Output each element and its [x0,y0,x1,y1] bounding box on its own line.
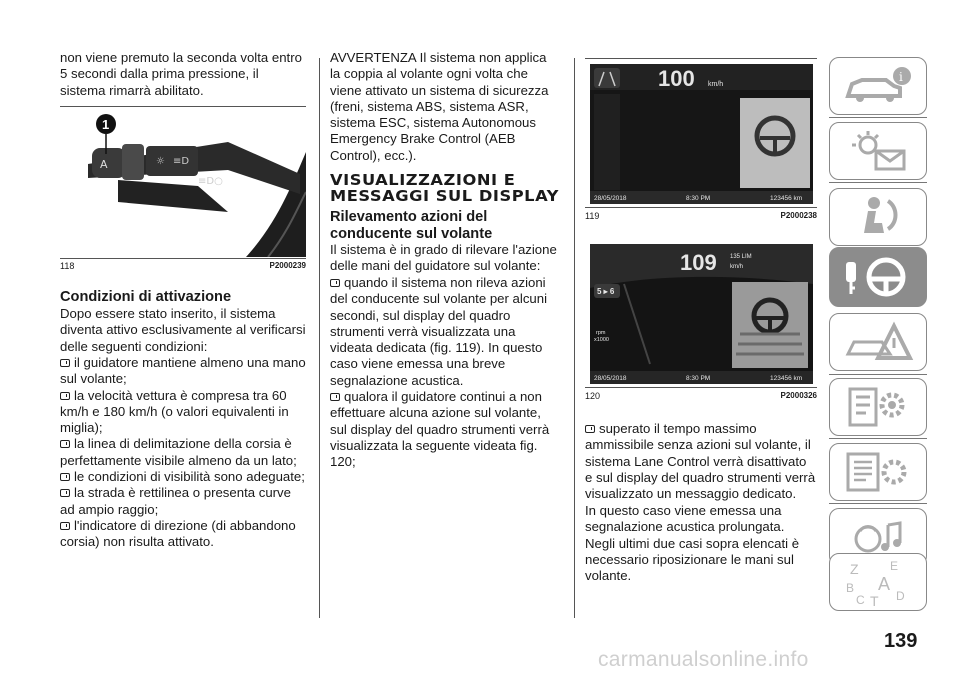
conditions-intro: Dopo essere stato inserito, il sistema diventa attivo esclusivamente al verificarsi delle seguenti condizioni: [60,306,306,354]
checkbox-bullet-icon [330,279,340,287]
chapter-tab-vehicle-info[interactable] [829,57,927,115]
figure-number: 120 [585,390,601,401]
svg-text:1: 1 [102,117,110,132]
chapter-tab-technical-data[interactable] [829,443,927,501]
sidebar-separator [829,503,927,504]
display-time: 8:30 PM [686,375,711,382]
checkbox-bullet-icon [60,489,70,497]
lane-assist-icon [594,68,620,88]
list-item: superato il tempo massimo ammissibile senza azioni sul volante, il sistema Lane Control verrà disattivato e sul display del quadro strumenti verrà visualizzato un messaggio dedicato. [585,421,816,502]
section-heading: Condizioni di attivazione [60,289,232,305]
svg-text:≡D: ≡D [173,156,190,167]
chapter-tab-starting-driving[interactable] [829,247,927,307]
checkbox-bullet-icon [60,473,70,481]
figure-120-display [590,244,813,384]
checkbox-bullet-icon [60,359,70,367]
checkbox-bullet-icon [330,393,340,401]
dashboard-lights-icon [838,127,918,175]
display-date: 28/05/2018 [594,375,627,382]
svg-text:A: A [878,574,891,594]
warning-paragraph: AVVERTENZA Il sistema non applica la coppia al volante ogni volta che viene attivato un sistema di sicurezza (freni, sistema ABS, sistema ASR, sistema ESC, sistema Autonomous Emergency Brake Control (AEB Control), ecc.). [330,50,549,163]
list-item: il guidatore mantiene almeno una mano sul volante; [60,355,306,387]
key-steering-wheel-icon [838,252,918,302]
figure-120-caption [585,390,817,402]
chapter-tab-maintenance[interactable] [829,378,927,436]
section-title: VISUALIZZAZIONI E MESSAGGI SUL DISPLAY [330,171,559,205]
list-item: l'indicatore di direzione (di abbandono corsia) non risulta attivato. [60,517,296,550]
display-time: 8:30 PM [686,195,711,202]
list-item: quando il sistema non rileva azioni del conducente sul volante per alcuni secondi, sul display del quadro strumenti verrà visualizzata una videata dedicata (fig. 119). In questo caso viene emessa una breve segnalazione acustica. [330,275,548,388]
checkbox-bullet-icon [60,392,70,400]
display-odometer: 123456 km [770,195,803,202]
chapter-tab-safety[interactable] [829,188,927,246]
chapter-tab-index[interactable] [829,553,927,611]
subheading: Rilevamento azioni del conducente sul volante [330,209,493,242]
watermark: carmanualsonline.info [598,648,809,671]
index-abc-icon [838,556,918,608]
conditions-list [60,355,306,551]
svg-text:B: B [846,581,855,595]
checkbox-bullet-icon [60,522,70,530]
svg-text:T: T [870,593,879,608]
svg-text:Z: Z [850,561,859,577]
svg-text:≡D○: ≡D○ [198,176,223,187]
display-date: 28/05/2018 [594,195,627,202]
intro-paragraph: non viene premuto la seconda volta entro 5 secondi dalla prima pressione, il sistema rimarrà abilitato. [60,50,302,98]
page-number: 139 [884,630,918,652]
display-rpm-label: rpm [596,330,606,336]
list-item: qualora il guidatore continui a non effettuare alcuna azione sul volante, sul display del quadro strumenti verrà visualizzata la seguente videata fig. 120; [330,389,550,470]
sidebar-separator [829,117,927,118]
svg-text:i: i [899,70,903,84]
chapter-tab-emergency[interactable] [829,313,927,371]
stalk-illustration [78,112,306,257]
detection-list [330,275,560,471]
sidebar-separator [829,182,927,183]
display-unit: km/h [730,264,744,270]
technical-data-icon [838,448,918,496]
display-unit: km/h [708,81,724,88]
chapter-tab-dashboard[interactable] [829,122,927,180]
figure-code: P2000239 [269,260,306,270]
display-odometer: 123456 km [770,375,803,382]
seat-airbag-icon [838,193,918,241]
closing-paragraph: In questo caso viene emessa una segnalazione acustica prolungata. Negli ultimi due casi sopra elencati è necessario riposizionare le mani sul volante. [585,503,800,584]
checkbox-bullet-icon [60,440,70,448]
list-item: la strada è rettilinea o presenta curve ad ampio raggio; [60,485,291,517]
display-speed: 109 [680,250,717,275]
figure-code: P2000326 [780,390,817,400]
figure-code: P2000238 [780,210,817,220]
figure-118-stalk [78,112,306,257]
svg-text:A: A [100,158,108,171]
display-screen [590,64,813,204]
warning-triangle-icon [838,318,918,366]
display-gear: 5 ▸ 6 [597,287,615,296]
figure-119-caption [585,210,817,222]
figure-number: 118 [60,260,75,271]
sidebar-separator [829,374,927,375]
checkbox-bullet-icon [585,425,595,433]
figure-number: 119 [585,210,600,221]
list-item: la velocità vettura è compresa tra 60 km/h e 180 km/h (o valori equivalenti in miglia); [60,387,289,436]
display-screen [590,244,813,384]
figure-118-caption [60,260,306,272]
column-divider [574,58,575,618]
figure-119-display [590,64,813,204]
car-info-icon [838,62,918,110]
display-limit: 135 LIM [730,254,752,260]
svg-text:C: C [856,593,865,607]
svg-text:☼: ☼ [156,156,165,167]
detection-intro: Il sistema è in grado di rilevare l'azione delle mani del guidatore sul volante: [330,242,557,274]
stalk-tip [92,148,126,178]
divider [60,106,306,107]
sidebar-separator [829,438,927,439]
column-divider [319,58,320,618]
display-speed: 100 [658,66,695,91]
list-item: la linea di delimitazione della corsia è perfettamente visibile almeno da un lato; [60,436,297,468]
display-rpm-scale: x1000 [594,337,609,343]
svg-text:E: E [890,559,899,573]
maintenance-gear-icon [838,383,918,431]
divider [585,58,817,59]
list-item: le condizioni di visibilità sono adeguate; [60,469,306,485]
svg-text:D: D [896,589,905,603]
